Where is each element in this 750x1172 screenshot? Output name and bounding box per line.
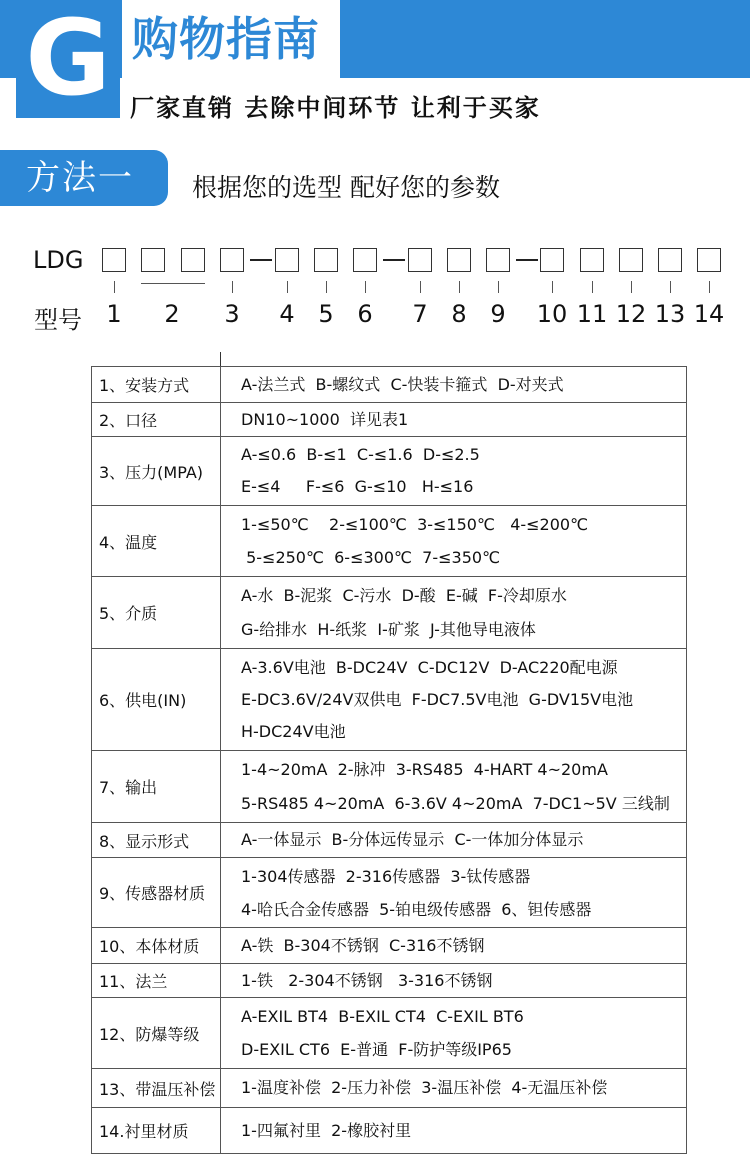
code-box xyxy=(658,248,682,272)
model-number-2: 2 xyxy=(164,300,180,328)
g-logo: G xyxy=(16,0,120,118)
code-tick xyxy=(232,281,233,293)
spec-value xyxy=(221,403,687,437)
spec-value-line: E-DC3.6V/24V双供电 F-DC7.5V电池 G-DV15V电池 xyxy=(241,689,634,709)
spec-key: 8、显示形式 xyxy=(92,823,221,858)
page-title: 购物指南 xyxy=(132,12,320,66)
code-tick xyxy=(670,281,671,293)
spec-value-line: 1-铁 2-304不锈钢 3-316不锈钢 xyxy=(241,970,493,990)
code-tick xyxy=(459,281,460,293)
code-box xyxy=(540,248,564,272)
spec-value-line: 1-4~20mA 2-脉冲 3-RS485 4-HART 4~20mA xyxy=(241,759,608,779)
code-box xyxy=(141,248,165,272)
spec-value-line: A-一体显示 B-分体远传显示 C-一体加分体显示 xyxy=(241,830,584,849)
spec-value xyxy=(221,823,687,858)
spec-key: 5、介质 xyxy=(92,577,221,649)
spec-value-line: DN10~1000 详见表1 xyxy=(241,409,409,429)
model-number-10: 10 xyxy=(536,300,568,328)
spec-value xyxy=(221,1069,687,1108)
spec-row xyxy=(92,506,687,577)
spec-value-line: H-DC24V电池 xyxy=(241,721,346,741)
spec-row xyxy=(92,649,687,751)
code-tick xyxy=(709,281,710,293)
model-number-5: 5 xyxy=(318,300,334,328)
spec-row xyxy=(92,823,687,858)
code-tick xyxy=(592,281,593,293)
model-number-4: 4 xyxy=(279,300,295,328)
code-dash xyxy=(250,259,272,261)
model-number-11: 11 xyxy=(576,300,608,328)
spec-key: 13、带温压补偿 xyxy=(92,1069,221,1108)
code-tick xyxy=(498,281,499,293)
spec-value xyxy=(221,1108,687,1154)
page-subtitle: 厂家直销 去除中间环节 让利于买家 xyxy=(130,94,541,122)
spec-value xyxy=(221,649,687,751)
code-dash xyxy=(383,259,405,261)
spec-value-line: A-水 B-泥浆 C-污水 D-酸 E-碱 F-冷却原水 xyxy=(241,585,567,605)
code-bracket xyxy=(141,283,205,284)
spec-value xyxy=(221,437,687,506)
spec-value-line: A-≤0.6 B-≤1 C-≤1.6 D-≤2.5 xyxy=(241,445,480,464)
model-number-8: 8 xyxy=(451,300,467,328)
method-label: 方法一 xyxy=(26,158,134,198)
spec-key: 10、本体材质 xyxy=(92,928,221,964)
code-box xyxy=(447,248,471,272)
spec-value-line: 4-哈氏合金传感器 5-铂电级传感器 6、钽传感器 xyxy=(241,899,592,919)
code-tick xyxy=(114,281,115,293)
code-box xyxy=(314,248,338,272)
spec-value xyxy=(221,928,687,964)
spec-value-line: 1-温度补偿 2-压力补偿 3-温压补偿 4-无温压补偿 xyxy=(241,1078,608,1097)
spec-key: 6、供电(IN) xyxy=(92,649,221,751)
model-number-7: 7 xyxy=(412,300,428,328)
model-number-12: 12 xyxy=(615,300,647,328)
spec-value-line: G-给排水 H-纸浆 I-矿浆 J-其他导电液体 xyxy=(241,619,536,639)
spec-value-line: 1-四氟衬里 2-橡胶衬里 xyxy=(241,1120,412,1140)
code-tick xyxy=(631,281,632,293)
code-tick xyxy=(326,281,327,293)
spec-value-line: A-铁 B-304不锈钢 C-316不锈钢 xyxy=(241,935,485,955)
code-tick xyxy=(365,281,366,293)
spec-value-line: D-EXIL CT6 E-普通 F-防护等级IP65 xyxy=(241,1040,512,1059)
spec-value xyxy=(221,998,687,1069)
spec-key: 2、口径 xyxy=(92,403,221,437)
spec-value xyxy=(221,751,687,823)
code-box xyxy=(102,248,126,272)
spec-value-line: 5-≤250℃ 6-≤300℃ 7-≤350℃ xyxy=(241,548,501,567)
spec-value xyxy=(221,964,687,998)
code-dash xyxy=(516,259,538,261)
code-box xyxy=(697,248,721,272)
code-box xyxy=(181,248,205,272)
spec-key: 4、温度 xyxy=(92,506,221,577)
spec-value-line: A-3.6V电池 B-DC24V C-DC12V D-AC220配电源 xyxy=(241,657,618,677)
spec-value xyxy=(221,577,687,649)
code-tick xyxy=(420,281,421,293)
spec-key: 11、法兰 xyxy=(92,964,221,998)
model-number-9: 9 xyxy=(490,300,506,328)
spec-row xyxy=(92,751,687,823)
spec-key: 14.衬里材质 xyxy=(92,1108,221,1154)
spec-value-line: 1-304传感器 2-316传感器 3-钛传感器 xyxy=(241,866,531,886)
spec-value-line: A-法兰式 B-螺纹式 C-快装卡箍式 D-对夹式 xyxy=(241,374,564,394)
spec-value-line: 1-≤50℃ 2-≤100℃ 3-≤150℃ 4-≤200℃ xyxy=(241,515,589,534)
spec-row xyxy=(92,928,687,964)
code-box xyxy=(619,248,643,272)
code-tick xyxy=(552,281,553,293)
spec-row xyxy=(92,403,687,437)
spec-key: 3、压力(MPA) xyxy=(92,437,221,506)
spec-row xyxy=(92,858,687,928)
model-number-6: 6 xyxy=(357,300,373,328)
spec-value xyxy=(221,858,687,928)
spec-value xyxy=(221,367,687,403)
spec-value-line: 5-RS485 4~20mA 6-3.6V 4~20mA 7-DC1~5V 三线制 xyxy=(241,793,670,813)
spec-key: 9、传感器材质 xyxy=(92,858,221,928)
code-box xyxy=(220,248,244,272)
spec-key: 7、输出 xyxy=(92,751,221,823)
code-box xyxy=(275,248,299,272)
model-row-label: 型号 xyxy=(34,306,82,334)
model-number-3: 3 xyxy=(224,300,240,328)
code-tick xyxy=(287,281,288,293)
model-prefix: LDG xyxy=(33,246,84,274)
spec-row xyxy=(92,1108,687,1154)
spec-row xyxy=(92,577,687,649)
spec-value xyxy=(221,506,687,577)
method-description: 根据您的选型 配好您的参数 xyxy=(192,173,500,202)
spec-value-line: A-EXIL BT4 B-EXIL CT4 C-EXIL BT6 xyxy=(241,1007,524,1026)
model-number-14: 14 xyxy=(693,300,725,328)
code-box xyxy=(580,248,604,272)
spec-value-line: E-≤4 F-≤6 G-≤10 H-≤16 xyxy=(241,477,474,496)
spec-key: 1、安装方式 xyxy=(92,367,221,403)
spec-row xyxy=(92,998,687,1069)
spec-row xyxy=(92,964,687,998)
model-number-1: 1 xyxy=(106,300,122,328)
spec-row xyxy=(92,437,687,506)
model-number-13: 13 xyxy=(654,300,686,328)
spec-row xyxy=(92,367,687,403)
spec-table xyxy=(91,366,687,1154)
spec-row xyxy=(92,1069,687,1108)
code-box xyxy=(408,248,432,272)
code-box xyxy=(353,248,377,272)
code-box xyxy=(486,248,510,272)
spec-key: 12、防爆等级 xyxy=(92,998,221,1069)
